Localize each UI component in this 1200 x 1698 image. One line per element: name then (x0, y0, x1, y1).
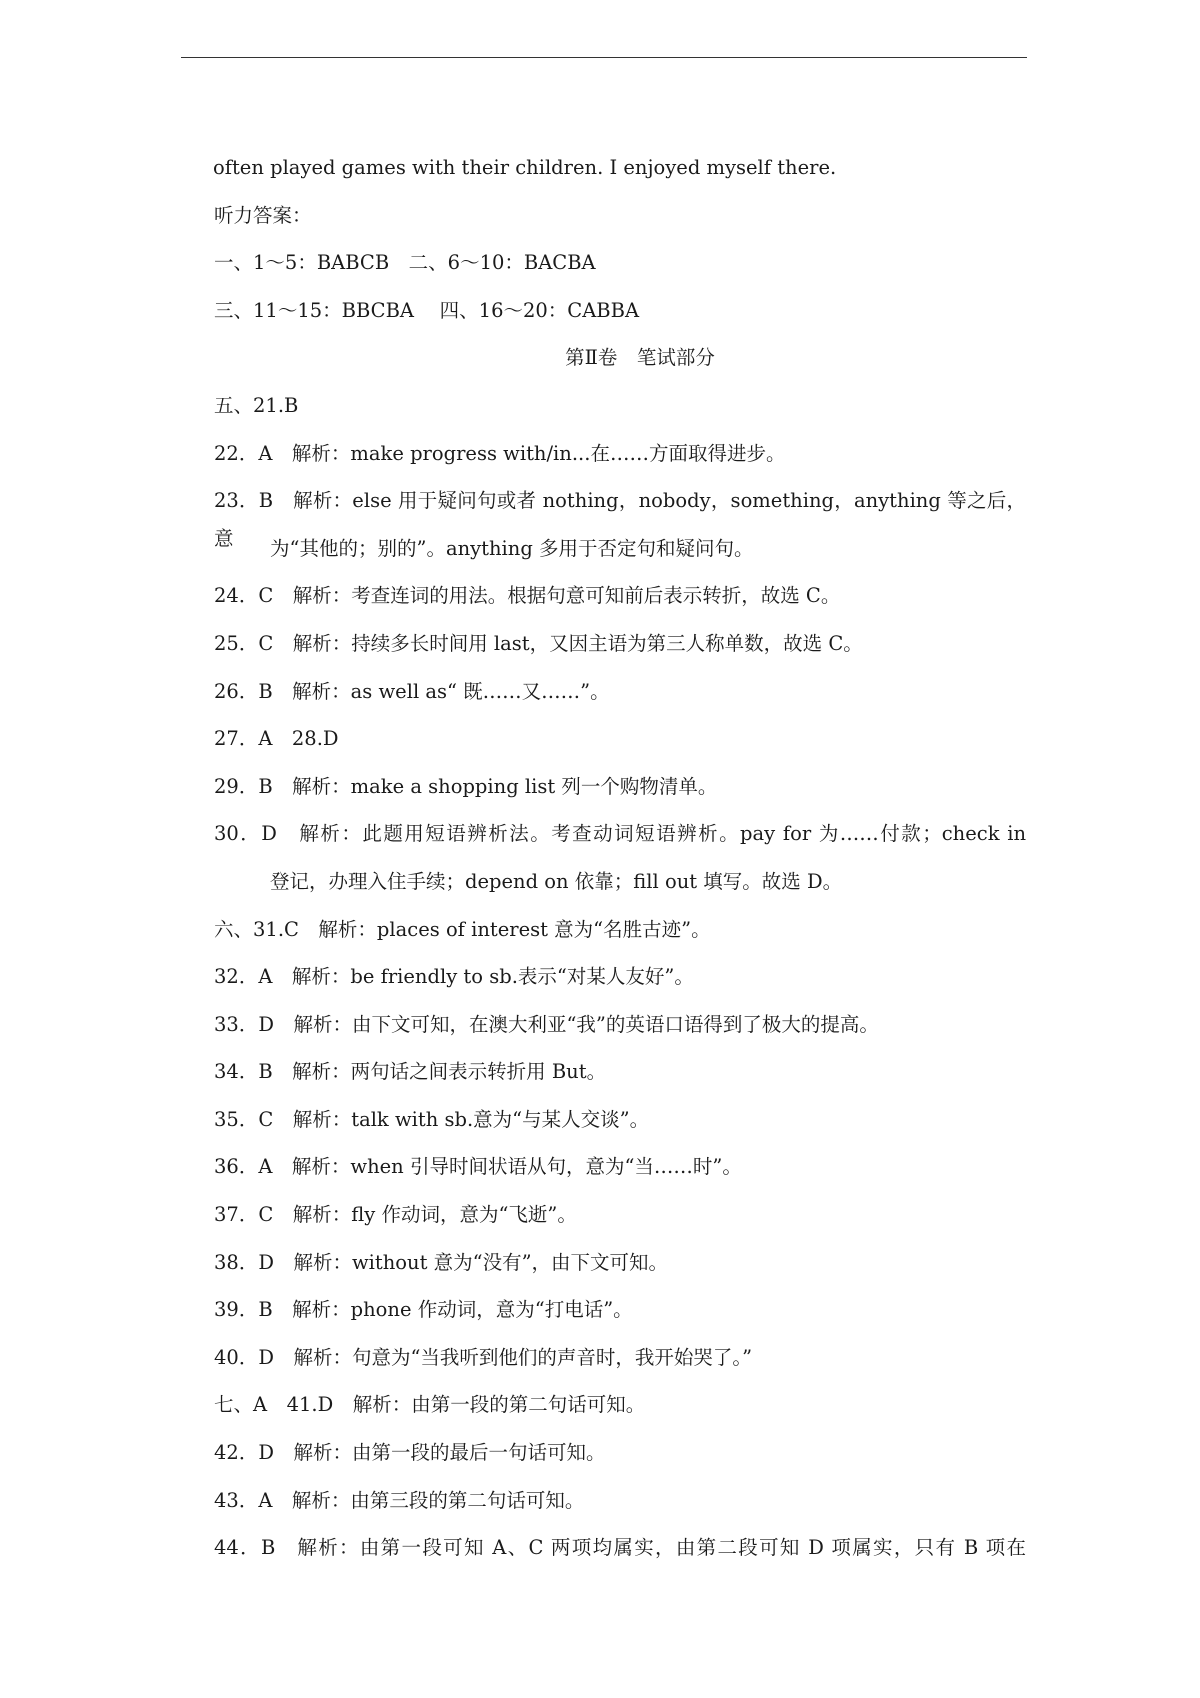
answer-item: 26．B 解析：as well as“ 既……又……”。 (214, 679, 610, 703)
header-rule (181, 57, 1027, 58)
answer-item: 32．A 解析：be friendly to sb.表示“对某人友好”。 (214, 965, 694, 989)
text-line: 一、1～5：BABCB 二、6～10：BACBA (214, 251, 596, 275)
answer-item: 43．A 解析：由第三段的第二句话可知。 (214, 1488, 585, 1512)
answer-item: 24．C 解析：考查连词的用法。根据句意可知前后表示转折，故选 C。 (214, 584, 841, 608)
answer-item: 23．B 解析：else 用于疑问句或者 nothing，nobody，something，anything 等之后，意 (214, 489, 1026, 551)
text-line: 三、11～15：BBCBA 四、16～20：CABBA (214, 298, 640, 322)
text-line: 听力答案： (214, 203, 312, 227)
answer-item: 34．B 解析：两句话之间表示转折用 But。 (214, 1060, 607, 1084)
answer-item-continuation: 登记，办理入住手续；depend on 依靠；fill out 填写。故选 D。 (270, 869, 843, 893)
answer-item: 27．A 28.D (214, 727, 339, 751)
answer-item: 22．A 解析：make progress with/in...在……方面取得进步。 (214, 441, 786, 465)
text-line: 五、21.B (214, 393, 299, 417)
answer-item: 25．C 解析：持续多长时间用 last，又因主语为第三人称单数，故选 C。 (214, 631, 863, 655)
answer-item: 44．B 解析：由第一段可知 A、C 两项均属实，由第二段可知 D 项属实，只有 B 项在 (214, 1536, 1026, 1560)
answer-item: 37．C 解析：fly 作动词，意为“飞逝”。 (214, 1203, 577, 1227)
answer-item-continuation: 为“其他的；别的”。anything 多用于否定句和疑问句。 (270, 536, 754, 560)
answer-item: 39．B 解析：phone 作动词，意为“打电话”。 (214, 1298, 633, 1322)
answer-item: 29．B 解析：make a shopping list 列一个购物清单。 (214, 774, 718, 798)
answer-key-body (214, 149, 1026, 1577)
answer-item: 36．A 解析：when 引导时间状语从句，意为“当……时”。 (214, 1155, 742, 1179)
answer-item: 七、A 41.D 解析：由第一段的第二句话可知。 (214, 1393, 646, 1417)
answer-item: 35．C 解析：talk with sb.意为“与某人交谈”。 (214, 1107, 650, 1131)
answer-item: 六、31.C 解析：places of interest 意为“名胜古迹”。 (214, 917, 711, 941)
section-heading: 第Ⅱ卷 笔试部分 (565, 346, 715, 370)
answer-item: 42．D 解析：由第一段的最后一句话可知。 (214, 1441, 606, 1465)
answer-item: 38．D 解析：without 意为“没有”，由下文可知。 (214, 1250, 669, 1274)
answer-item: 40．D 解析：句意为“当我听到他们的声音时，我开始哭了。” (214, 1345, 753, 1369)
answer-item: 33．D 解析：由下文可知，在澳大利亚“我”的英语口语得到了极大的提高。 (214, 1012, 879, 1036)
text-line: often played games with their children. I enjoyed myself there. (213, 156, 837, 179)
answer-item: 30．D 解析：此题用短语辨析法。考查动词短语辨析。pay for 为……付款；check in (214, 822, 1026, 846)
